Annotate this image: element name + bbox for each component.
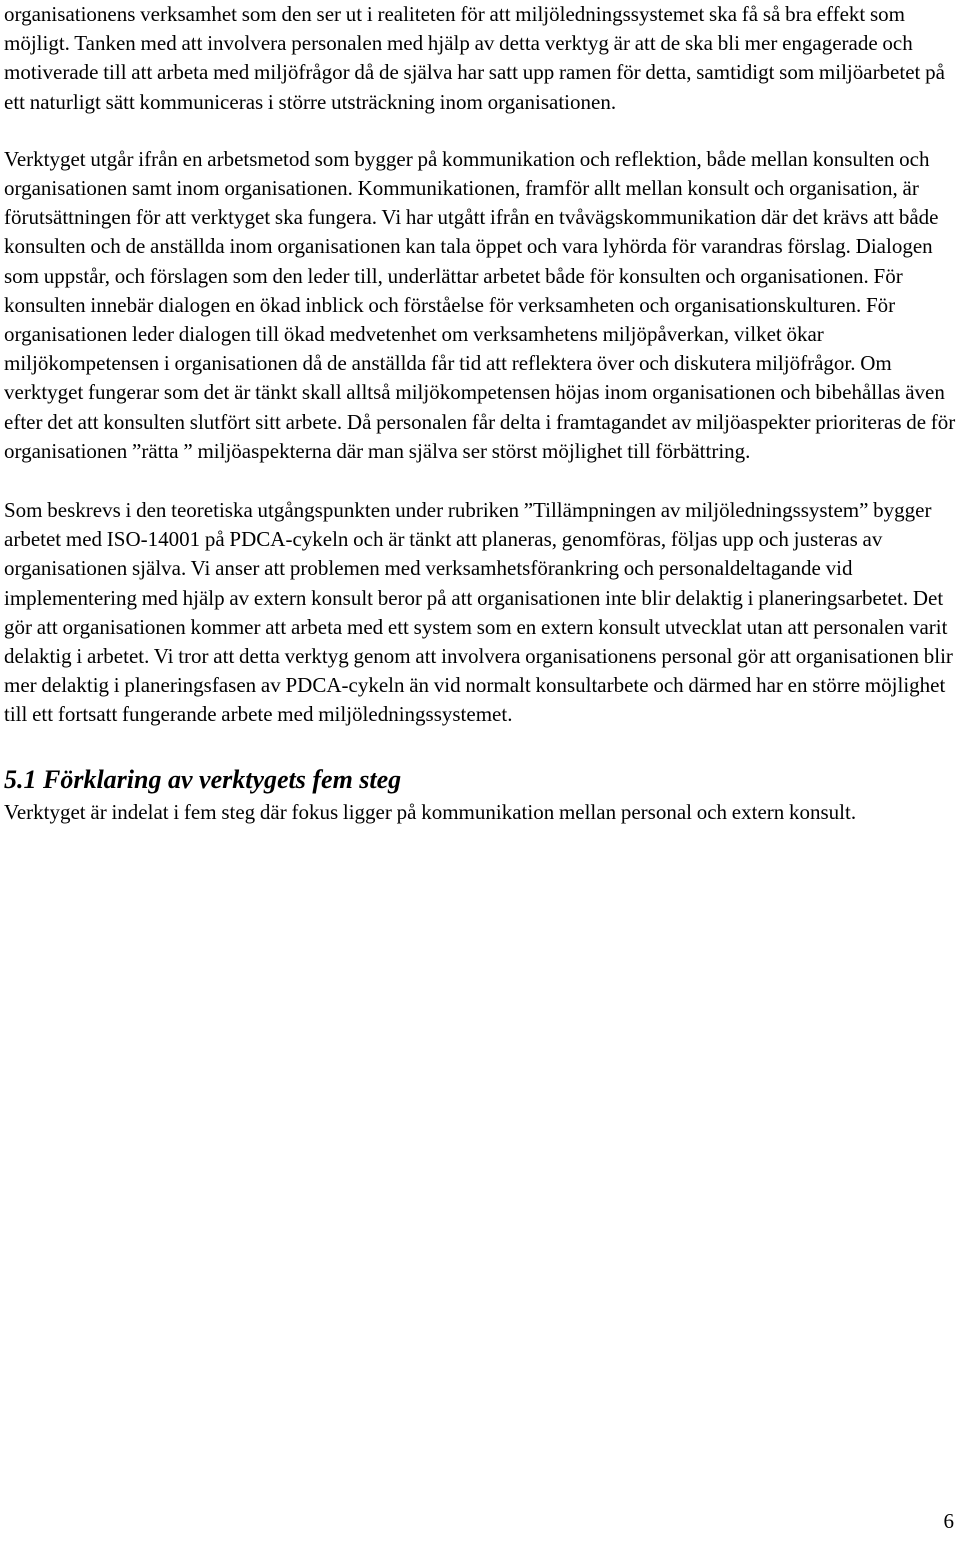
page-number: 6 <box>943 1509 954 1533</box>
section-heading: 5.1 Förklaring av verktygets fem steg <box>4 764 402 794</box>
document-page <box>4 0 956 827</box>
paragraph-theory: Som beskrevs i den teoretiska utgångspunkten under rubriken ”Tillämpningen av miljöledningssystem” bygger arbetet med ISO-14001 på PDCA-cykeln och är tänkt att planeras, genomföras, följas upp och justeras av organisationen själva. Vi anser att problemen med verksamhetsförankring och personaldeltagande vid implementering med hjälp av extern konsult beror på att organisationen inte blir delaktig i planeringsarbetet. Det gör att organisationen kommer att arbeta med ett system som en extern konsult utvecklat utan att personalen varit delaktig i arbetet. Vi tror att detta verktyg genom att involvera organisationens personal gör att organisationen blir mer delaktig i planeringsfasen av PDCA-cykeln än vid normalt konsultarbete och därmed har en större möjlighet till ett fortsatt fungerande arbete med miljöledningssystemet. <box>4 498 953 727</box>
paragraph-intro: organisationens verksamhet som den ser ut i realiteten för att miljöledningssystemet ska få så bra effekt som möjligt. Tanken med att involvera personalen med hjälp av detta verktyg är att de ska bli mer engagerade och motiverade till att arbeta med miljöfrågor då de själva har satt upp ramen för detta, samtidigt som miljöarbetet på ett naturligt sätt kommuniceras i större utsträckning inom organisationen. <box>4 2 945 114</box>
paragraph-tool-method: Verktyget utgår ifrån en arbetsmetod som bygger på kommunikation och reflektion, både mellan konsulten och organisationen samt inom organisationen. Kommunikationen, framför allt mellan konsult och organisation, är förutsättningen för att verktyget ska fungera. Vi har utgått ifrån en tvåvägskommunikation där det krävs att både konsulten och de anställda inom organisationen kan tala öppet och vara lyhörda för varandras förslag. Dialogen som uppstår, och förslagen som den leder till, underlättar arbetet både för konsulten och organisationen. För konsulten innebär dialogen en ökad inblick och förståelse för verksamheten och organisationskulturen. För organisationen leder dialogen till ökad medvetenhet om verksamhetens miljöpåverkan, vilket ökar miljökompetensen i organisationen då de anställda får tid att reflektera över och diskutera miljöfrågor. Om verktyget fungerar som det är tänkt skall alltså miljökompetensen höjas inom organisationen och bibehållas även efter det att konsulten slutfört sitt arbete. Då personalen får delta i framtagandet av miljöaspekter prioriteras de för organisationen ”rätta ” miljöaspekterna där man själva ser störst möjlighet till förbättring. <box>4 146 956 463</box>
section-body: Verktyget är indelat i fem steg där fokus ligger på kommunikation mellan personal och extern konsult. <box>4 799 857 824</box>
